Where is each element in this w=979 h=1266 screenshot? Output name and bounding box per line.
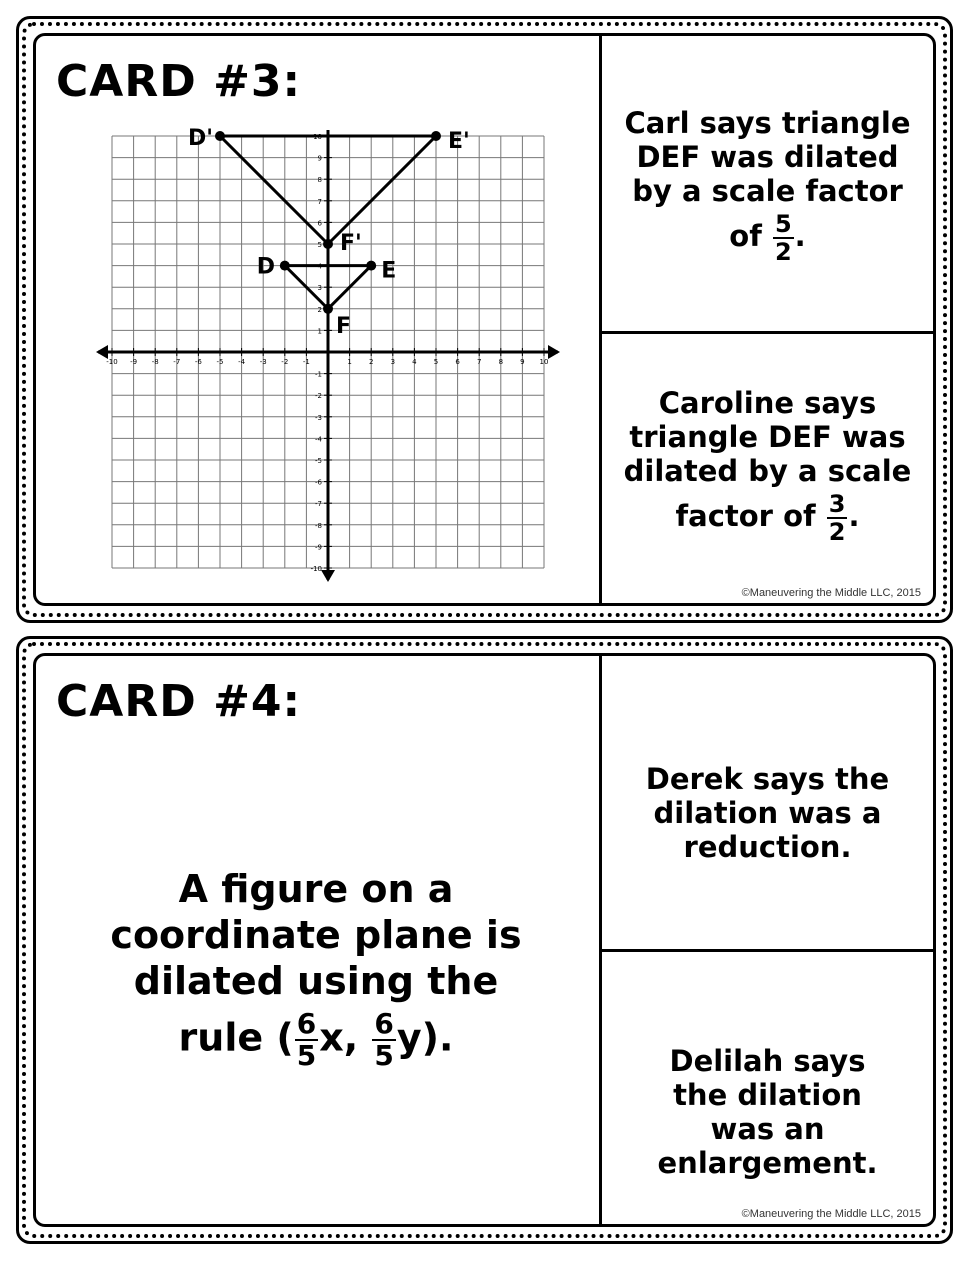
coordinate-graph bbox=[88, 126, 568, 596]
statement-carl-fraction-line bbox=[602, 212, 933, 264]
fraction-six-fifths-y bbox=[372, 1007, 395, 1072]
card-4 bbox=[16, 636, 953, 1244]
dilation-rule bbox=[56, 866, 576, 1070]
point-dprime bbox=[215, 131, 225, 141]
card-3-title: CARD #3: bbox=[56, 56, 302, 107]
rule-line-2: coordinate plane is bbox=[110, 913, 522, 957]
fraction-denominator: 2 bbox=[828, 518, 846, 546]
point-label: F bbox=[336, 313, 352, 339]
statement-caroline bbox=[602, 386, 933, 544]
x-tick-label: 5 bbox=[433, 358, 439, 366]
rule-line-1: A figure on a bbox=[178, 867, 454, 911]
copyright: ©Maneuvering the Middle LLC, 2015 bbox=[741, 587, 921, 599]
rule-line-3: dilated using the bbox=[133, 959, 499, 1003]
y-tick-label: 3 bbox=[317, 284, 322, 293]
x-axis-left-arrow bbox=[96, 345, 108, 359]
point-label: E bbox=[381, 258, 397, 284]
y-tick-label: -8 bbox=[315, 521, 322, 530]
x-tick-label: 3 bbox=[390, 358, 396, 366]
point-f bbox=[323, 304, 333, 314]
x-tick-label: -1 bbox=[302, 358, 310, 366]
statement-derek: Derek says the dilation was a reduction. bbox=[645, 762, 890, 864]
y-tick-label: 8 bbox=[317, 176, 322, 185]
y-tick-label: -10 bbox=[310, 565, 322, 573]
card-3 bbox=[16, 16, 953, 623]
x-tick-label: -5 bbox=[216, 358, 224, 366]
statement-delilah: Delilah says the dilation was an enlargement. bbox=[657, 1044, 878, 1180]
x-tick-label: 1 bbox=[347, 358, 352, 366]
point-label: D' bbox=[188, 126, 213, 151]
fraction-numerator: 5 bbox=[774, 210, 792, 238]
statement-caroline-prefix: factor of bbox=[675, 499, 816, 533]
copyright: ©Maneuvering the Middle LLC, 2015 bbox=[741, 1208, 921, 1220]
x-tick-label: 4 bbox=[412, 358, 417, 366]
horizontal-divider bbox=[599, 331, 933, 334]
horizontal-divider bbox=[599, 949, 933, 952]
fraction-five-halves bbox=[773, 212, 794, 264]
y-tick-label: -2 bbox=[315, 392, 322, 401]
statement-carl bbox=[602, 106, 933, 264]
point-d bbox=[280, 261, 290, 271]
y-tick-label: -5 bbox=[315, 457, 322, 465]
statement-carl-prefix: of bbox=[729, 219, 762, 253]
y-axis-down-arrow bbox=[321, 570, 335, 582]
x-tick-label: -6 bbox=[194, 358, 202, 366]
y-tick-label: 9 bbox=[317, 154, 322, 163]
y-tick-label: -7 bbox=[315, 500, 322, 509]
y-tick-label: 7 bbox=[317, 197, 322, 206]
point-label: E' bbox=[448, 129, 470, 154]
x-axis-right-arrow bbox=[548, 345, 560, 359]
x-tick-label: -2 bbox=[281, 358, 289, 366]
fraction-six-fifths-x bbox=[295, 1007, 318, 1072]
rule-prefix: rule ( bbox=[178, 1015, 294, 1060]
y-tick-label: 6 bbox=[317, 219, 322, 228]
rule-suffix: y). bbox=[396, 1015, 454, 1060]
y-tick-label: -1 bbox=[315, 370, 322, 379]
card-4-inner bbox=[33, 653, 936, 1227]
point-label: F' bbox=[340, 231, 362, 256]
x-tick-label: -9 bbox=[130, 358, 138, 366]
y-tick-label: -4 bbox=[315, 435, 322, 444]
fraction-numerator: 6 bbox=[374, 1007, 394, 1040]
x-tick-label: 7 bbox=[476, 358, 482, 366]
statement-caroline-suffix: . bbox=[848, 499, 860, 533]
point-fprime bbox=[323, 239, 333, 249]
y-tick-label: 4 bbox=[317, 262, 322, 271]
card-3-inner bbox=[33, 33, 936, 606]
fraction-numerator: 3 bbox=[828, 490, 846, 518]
point-eprime bbox=[431, 131, 441, 141]
x-tick-label: -7 bbox=[173, 358, 181, 366]
fraction-numerator: 6 bbox=[296, 1007, 317, 1040]
y-tick-label: 5 bbox=[317, 241, 322, 249]
y-tick-label: -9 bbox=[315, 543, 322, 552]
fraction-denominator: 5 bbox=[374, 1039, 394, 1072]
x-tick-label: -4 bbox=[238, 358, 246, 366]
fraction-three-halves bbox=[827, 492, 848, 544]
rule-mid: x, bbox=[319, 1015, 372, 1060]
x-tick-label: -10 bbox=[106, 358, 118, 366]
fraction-denominator: 2 bbox=[774, 238, 792, 266]
x-tick-label: -3 bbox=[259, 358, 267, 366]
y-tick-label: -6 bbox=[315, 478, 322, 487]
y-tick-label: 10 bbox=[313, 133, 322, 141]
y-tick-label: -3 bbox=[315, 413, 322, 422]
statement-carl-suffix: . bbox=[794, 219, 806, 253]
rule-line-4 bbox=[56, 1007, 576, 1072]
x-tick-label: 6 bbox=[455, 358, 460, 366]
x-tick-label: 2 bbox=[368, 358, 374, 366]
x-tick-label: 9 bbox=[520, 358, 525, 366]
fraction-denominator: 5 bbox=[296, 1039, 317, 1072]
x-tick-label: -8 bbox=[151, 358, 159, 366]
statement-caroline-text: Caroline says triangle DEF was dilated by a scale bbox=[623, 386, 912, 488]
x-tick-label: 10 bbox=[539, 358, 549, 366]
y-tick-label: 1 bbox=[317, 327, 322, 336]
point-label: D bbox=[256, 254, 276, 280]
x-tick-label: 8 bbox=[498, 358, 504, 366]
statement-caroline-fraction-line bbox=[602, 492, 933, 544]
card-4-title: CARD #4: bbox=[56, 676, 302, 727]
y-tick-label: 2 bbox=[317, 305, 322, 314]
statement-carl-text: Carl says triangle DEF was dilated by a scale factor bbox=[624, 106, 911, 208]
point-e bbox=[366, 261, 376, 271]
